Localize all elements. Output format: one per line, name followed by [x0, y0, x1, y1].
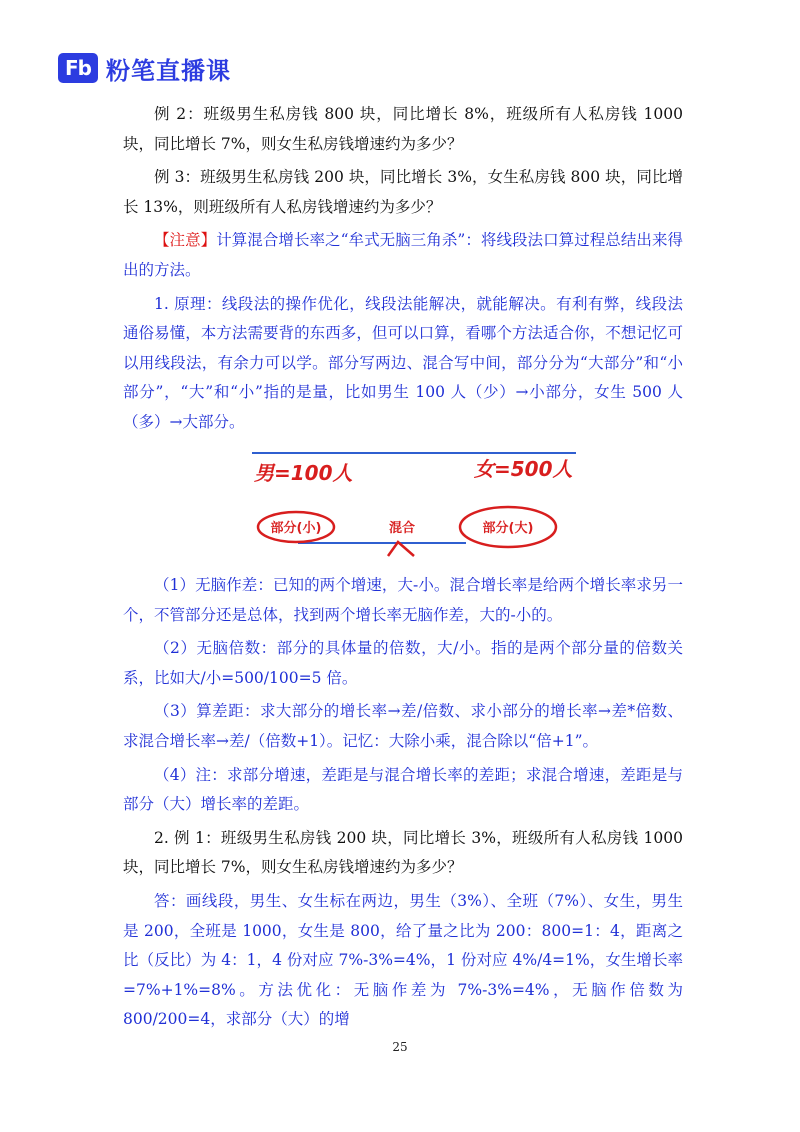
triangle-icon — [388, 542, 414, 556]
document-body-lower — [123, 571, 683, 1035]
brand-name: 粉笔直播课 — [106, 56, 231, 85]
step-1: （1）无脑作差：已知的两个增速，大-小。混合增长率是给两个增长率求另一个，不管部分还是总体，找到两个增长率无脑作差，大的-小的。 — [123, 576, 683, 624]
note-text: 计算混合增长率之“牟式无脑三角杀”：将线段法口算过程总结出来得出的方法。 — [123, 231, 683, 279]
note-label: 【注意】 — [154, 231, 217, 250]
step-2: （2）无脑倍数：部分的具体量的倍数，大/小。指的是两个部分量的倍数关系，比如大/小=500/100=5 倍。 — [123, 639, 683, 687]
example-2: 例 2：班级男生私房钱 800 块，同比增长 8%，班级所有人私房钱 1000 块，同比增长 7%，则女生私房钱增速约为多少？ — [123, 105, 683, 153]
step-4: （4）注：求部分增速，差距是与混合增长率的差距；求混合增速，差距是与部分（大）增长率的差距。 — [123, 765, 683, 814]
document-body — [123, 100, 683, 438]
example-1: 2. 例 1：班级男生私房钱 200 块，同比增长 3%，班级所有人私房钱 1000 块，同比增长 7%，则女生私房钱增速约为多少？ — [123, 828, 683, 877]
principle-paragraph: 1. 原理：线段法的操作优化，线段法能解决，就能解决。有利有弊，线段法通俗易懂，本方法需要背的东西多，但可以口算，看哪个方法适合你，不想记忆可以用线段法，有余力可以学。部分写两边、混合写中间，部分分为“大部分”和“小部分”，“大”和“小”指的是量，比如男生 100 人（少）→小部分，女生 500 人（多）→大部分。 — [123, 294, 683, 431]
page-number: 25 — [392, 1040, 408, 1054]
left-handwriting: 男=100人 — [254, 461, 353, 485]
middle-label: 混合 — [388, 521, 416, 536]
right-handwriting: 女=500人 — [474, 457, 573, 481]
note-paragraph — [123, 226, 683, 285]
segment-diagram — [238, 446, 578, 564]
brand-logo — [58, 52, 231, 84]
step-3: （3）算差距：求大部分的增长率→差/倍数、求小部分的增长率→差*倍数、求混合增长率→差/（倍数+1）。记忆：大除小乘，混合除以“倍+1”。 — [123, 702, 683, 750]
left-part-label: 部分(小) — [270, 521, 322, 536]
example-3: 例 3：班级男生私房钱 200 块，同比增长 3%，女生私房钱 800 块，同比增长 13%，则班级所有人私房钱增速约为多少？ — [123, 168, 683, 216]
right-part-label: 部分(大) — [482, 521, 534, 536]
fb-logo-icon: Fb — [58, 53, 98, 83]
answer-paragraph: 答：画线段，男生、女生标在两边，男生（3%）、全班（7%）、女生，男生是 200，全班是 1000，女生是 800，给了量之比为 200：800=1：4，距离之比（反比）为 4：1，4 份对应 7%-3%=4%，1 份对应 4%/4=1%，女生增长率=7%+1%=8%。方法优化：无脑作差为 7%-3%=4%，无脑作倍数为 800/200=4，求部分（大）的增 — [123, 891, 683, 1029]
